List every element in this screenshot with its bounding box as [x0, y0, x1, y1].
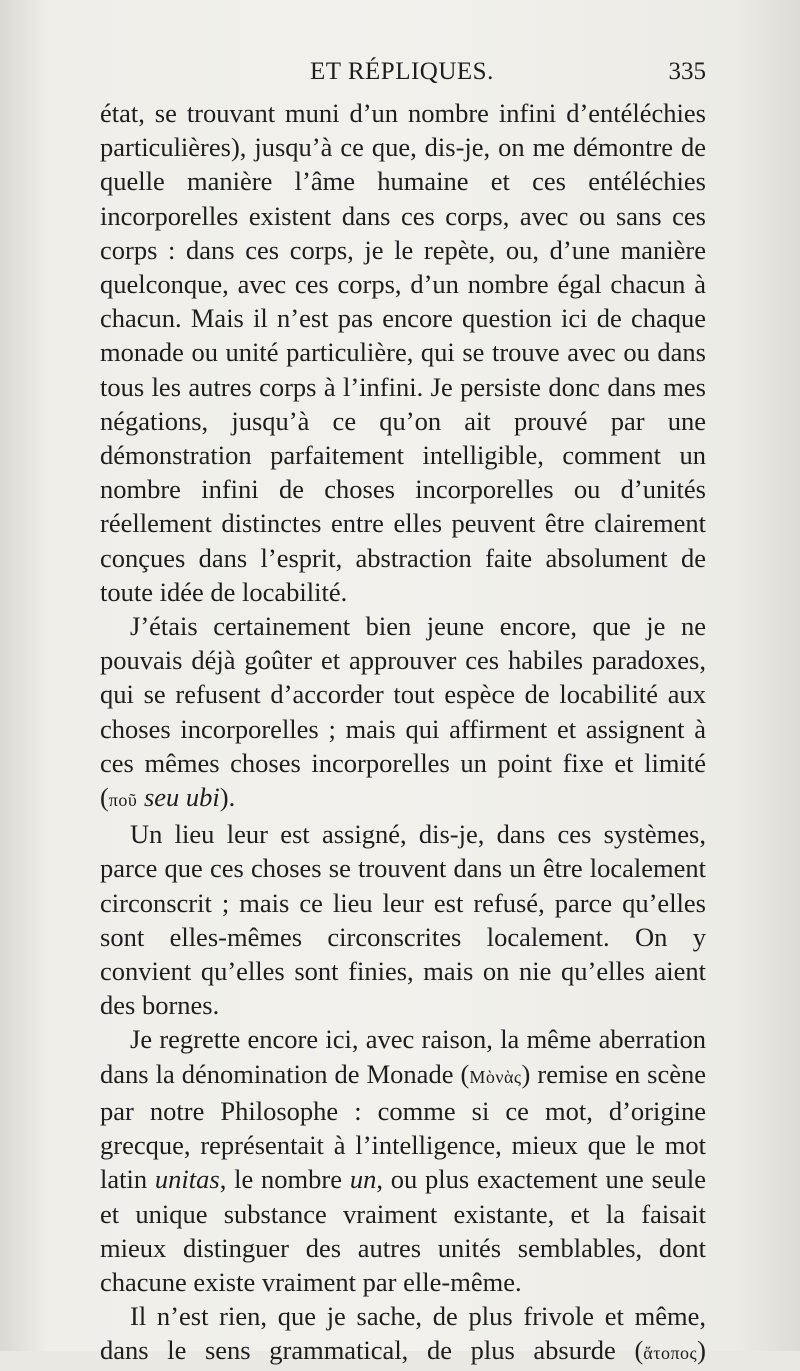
- body-text: [100, 96, 706, 1371]
- paragraph-text-end: ).: [219, 782, 236, 813]
- page-number: 335: [668, 58, 706, 85]
- paragraph-text: Il n’est rien, que je sache, de plus frivole et même, dans le sens grammatical, de plus absurde (: [100, 1301, 706, 1366]
- greek-word: Μὸνὰς: [469, 1066, 522, 1087]
- paragraph: Un lieu leur est assigné, dis-je, dans ces systèmes, parce que ces choses se trouvent dans un être localement circonscrit ; mais ce lieu leur est refusé, parce qu’elles sont elles-mêmes circonscrites localement. On y convient qu’elles sont finies, mais on nie qu’elles aient des bornes.: [100, 819, 706, 1021]
- greek-word: ποῦ: [108, 790, 138, 811]
- paragraph-text-end: ): [697, 1335, 706, 1366]
- paragraph: état, se trouvant muni d’un nombre infini d’entéléchies particulières), jusqu’à ce que, dis-je, on me démontre de quelle manière l’âme humaine et ces entéléchies incorporelles existent dans ces corps, avec ou sans ces corps : dans ces corps, je le repète, ou, d’une manière quelconque, avec ces corps, d’un nombre égal chacun à chacun. Mais il n’est pas encore question ici de chaque monade ou unité particulière, qui se trouve avec ou dans tous les autres corps à l’infini. Je persiste donc dans mes négations, jusqu’à ce qu’on ait prouvé par une démonstration parfaitement intelligible, comment un nombre infini de choses incorporelles ou d’unités réellement distinctes entre elles peuvent être clairement conçues dans l’esprit, abstraction faite absolument de toute idée de locabilité.: [100, 98, 706, 607]
- paragraph-text: J’étais certainement bien jeune encore, que je ne pouvais déjà goûter et approuver ces habiles paradoxes, qui se refusent d’accorder tout espèce de locabilité aux choses incorporelles ; mais qui affirment et assignent à ces mêmes choses incorporelles un point fixe et limité (: [100, 611, 706, 813]
- paragraph: [100, 1022, 706, 1299]
- paragraph-text-end: , ou plus exactement une seule et unique substance vraiment existante, et la faisait mieux distinguer des autres unités semblables, dont chacune existe vraiment par elle-même.: [100, 1164, 706, 1297]
- paragraph: [100, 1299, 706, 1370]
- running-head: ET RÉPLIQUES.: [310, 58, 494, 85]
- italic-phrase: seu ubi: [143, 782, 220, 813]
- page-header: [100, 58, 706, 92]
- paragraph-text: Je regrette encore ici, avec raison, la même aberration dans la dénomination de Monade (: [100, 1024, 706, 1089]
- italic-word: unitas: [154, 1164, 220, 1195]
- italic-word: un: [349, 1164, 377, 1195]
- greek-word: ἄτοπος: [643, 1343, 698, 1364]
- paragraph-text: ) remise en scène par notre Philosophe : comme si ce mot, d’origine grecque, représentait à l’intelligence, mieux que le mot latin: [100, 1058, 706, 1195]
- paragraph: [100, 609, 706, 817]
- paragraph-text: , le nombre: [219, 1164, 350, 1195]
